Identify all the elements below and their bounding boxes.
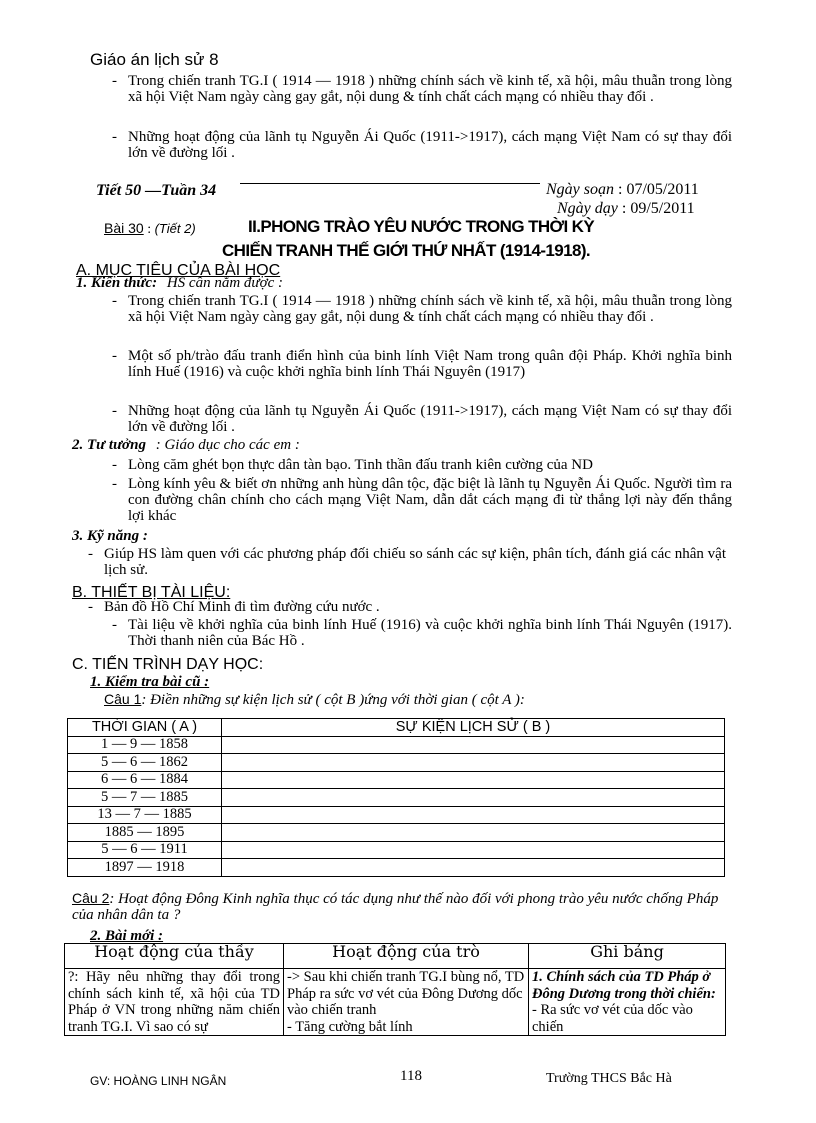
knowledge-bullet: - Trong chiến tranh TG.I ( 1914 — 1918 ) những chính sách về kinh tế, xã hội, mâu thuẫn trong lòng xã hội Việt Nam ngày càng gay gắt, nội dung & tính chất cách mạng có nhiều thay đổi . xyxy=(112,293,732,325)
student-line: -> Sau khi chiến tranh TG.I bùng nổ, TD Pháp ra sức vơ vét của Đông Dương dốc vào chiến tranh xyxy=(287,969,525,1018)
lesson-title-line2: CHIẾN TRANH THẾ GIỚI THỨ NHẤT (1914-1918). xyxy=(222,241,591,260)
skill-bullet: - Giúp HS làm quen với các phương pháp đối chiếu so sánh các sự kiện, phân tích, đánh giá các nhân vật lịch sử. xyxy=(88,546,726,578)
column-header-event: SỰ KIỆN LỊCH SỬ ( B ) xyxy=(222,719,725,737)
date-cell: 5 — 7 — 1885 xyxy=(68,789,222,807)
date-cell: 13 — 7 — 1885 xyxy=(68,806,222,824)
lesson-title-line1: II.PHONG TRÀO YÊU NƯỚC TRONG THỜI KỲ xyxy=(248,217,595,236)
event-cell xyxy=(222,824,725,842)
footer-teacher: GV: HOÀNG LINH NGÂN xyxy=(90,1074,227,1088)
table-row xyxy=(68,789,725,807)
equipment-bullet: - Bản đồ Hồ Chí Minh đi tìm đường cứu nước . xyxy=(88,599,380,615)
section-b-heading: B. THIẾT BỊ TÀI LIỆU: xyxy=(72,584,231,601)
new-lesson-heading: 2. Bài mới : xyxy=(90,928,164,944)
question-1: Câu 1: Điền những sự kiện lịch sử ( cột B )ứng với thời gian ( cột A ): xyxy=(104,691,525,708)
knowledge-bullet: - Một số ph/trào đấu tranh điển hình của binh lính Việt Nam trong quân đội Pháp. Khởi nghĩa binh lính Huế (1916) và cuộc khởi nghĩa binh lính Thái Nguyên (1917) xyxy=(112,348,732,380)
footer-school: Trường THCS Bắc Hà xyxy=(546,1071,672,1086)
date-cell: 5 — 6 — 1862 xyxy=(68,754,222,772)
board-text: - Ra sức vơ vét của dốc vào chiến xyxy=(532,1002,693,1035)
event-cell xyxy=(222,736,725,754)
table-header-row xyxy=(68,719,725,737)
lesson-number: Bài 30 : (Tiết 2) xyxy=(104,220,196,237)
activity-table xyxy=(64,943,726,1036)
event-cell xyxy=(222,771,725,789)
knowledge-heading: 1. Kiến thức: HS cần nắm được : xyxy=(76,275,283,291)
intro-bullet: - Những hoạt động của lãnh tụ Nguyễn Ái Quốc (1911->1917), cách mạng Việt Nam có sự thay đổi lớn về đường lối . xyxy=(112,129,732,161)
event-cell xyxy=(222,841,725,859)
column-header-board: Ghi bảng xyxy=(529,944,726,969)
board-cell xyxy=(529,969,726,1036)
teach-date: Ngày dạy : 09/5/2011 xyxy=(557,200,695,217)
table-row xyxy=(68,754,725,772)
check-old-lesson-heading: 1. Kiểm tra bài cũ : xyxy=(90,674,210,690)
timeline-table xyxy=(67,718,725,877)
question-2: Câu 2: Hoạt động Đông Kinh nghĩa thục có tác dụng như thế nào đối với phong trào yêu nước chống Pháp của nhân dân ta ? xyxy=(72,890,719,923)
student-line: - Tăng cường bắt lính xyxy=(287,1018,413,1035)
event-cell xyxy=(222,789,725,807)
table-row xyxy=(68,806,725,824)
section-c-heading: C. TIẾN TRÌNH DẠY HỌC: xyxy=(72,656,264,673)
prep-date: Ngày soạn : 07/05/2011 xyxy=(546,181,699,198)
event-cell xyxy=(222,859,725,877)
table-row xyxy=(68,736,725,754)
skill-heading: 3. Kỹ năng : xyxy=(72,528,148,544)
student-activity-cell xyxy=(284,969,529,1036)
column-header-teacher: Hoạt động của thầy xyxy=(65,944,284,969)
thought-bullet: - Lòng kính yêu & biết ơn những anh hùng dân tộc, đặc biệt là lãnh tụ Nguyễn Ái Quốc. Người tìm ra con đường chân chính cho cách mạng Việt Nam, dẫn dắt cách mạng đi từ thắng lợi này đến thắng lợi khác xyxy=(112,476,732,524)
date-cell: 5 — 6 — 1911 xyxy=(68,841,222,859)
event-cell xyxy=(222,806,725,824)
column-header-student: Hoạt động của trò xyxy=(284,944,529,969)
section-a-heading: A. MỤC TIÊU CỦA BÀI HỌC xyxy=(76,262,281,279)
date-cell: 1897 — 1918 xyxy=(68,859,222,877)
date-cell: 1 — 9 — 1858 xyxy=(68,736,222,754)
board-heading: 1. Chính sách của TD Pháp ở Đông Dương trong thời chiến: xyxy=(532,969,716,1002)
date-cell: 6 — 6 — 1884 xyxy=(68,771,222,789)
thought-heading: 2. Tư tưởng : Giáo dục cho các em : xyxy=(72,437,300,453)
activity-header-row xyxy=(65,944,726,969)
document-header-title: Giáo án lịch sử 8 xyxy=(90,50,219,69)
date-cell: 1885 — 1895 xyxy=(68,824,222,842)
event-cell xyxy=(222,754,725,772)
teacher-activity-cell: ?: Hãy nêu những thay đổi trong chính sách kinh tế, xã hội của TD Pháp ở VN trong những năm chiến tranh TG.I. Vì sao có sự xyxy=(65,969,284,1036)
intro-bullet: - Trong chiến tranh TG.I ( 1914 — 1918 ) những chính sách về kinh tế, xã hội, mâu thuẫn trong lòng xã hội Việt Nam ngày càng gay gắt, nội dung & tính chất cách mạng có nhiều thay đổi . xyxy=(112,73,732,105)
column-header-time: THỜI GIAN ( A ) xyxy=(68,719,222,737)
thought-bullet: - Lòng căm ghét bọn thực dân tàn bạo. Tinh thần đấu tranh kiên cường của ND xyxy=(112,457,593,473)
table-row xyxy=(68,824,725,842)
table-row xyxy=(68,771,725,789)
equipment-bullet: - Tài liệu về khởi nghĩa của binh lính Huế (1916) và cuộc khởi nghĩa binh lính Thái Nguyên (1917). Thời thanh niên của Bác Hồ . xyxy=(112,617,732,649)
activity-row xyxy=(65,969,726,1036)
header-rule xyxy=(240,183,540,184)
knowledge-bullet: - Những hoạt động của lãnh tụ Nguyễn Ái Quốc (1911->1917), cách mạng Việt Nam có sự thay đổi lớn về đường lối . xyxy=(112,403,732,435)
period-week: Tiết 50 —Tuần 34 xyxy=(96,182,217,199)
page-number: 118 xyxy=(400,1068,422,1084)
table-row xyxy=(68,859,725,877)
table-row xyxy=(68,841,725,859)
